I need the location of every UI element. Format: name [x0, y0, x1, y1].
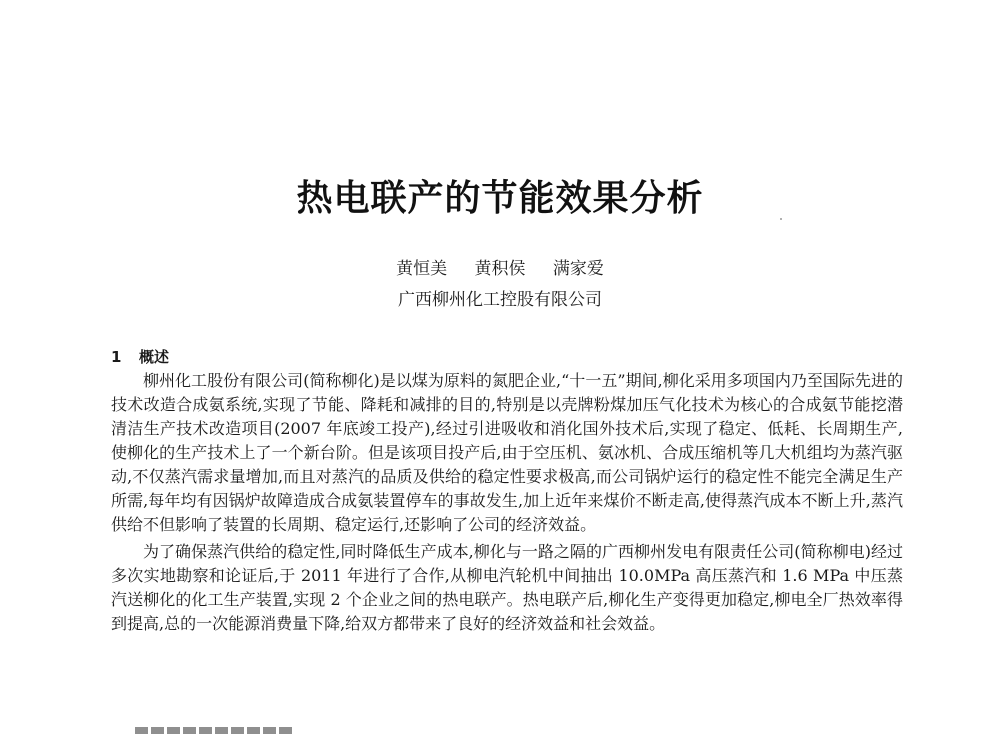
section-number: 1: [111, 348, 122, 366]
truncated-next-heading: [135, 727, 295, 734]
body-paragraph: 柳州化工股份有限公司(简称柳化)是以煤为原料的氮肥企业,“十一五”期间,柳化采用多项国内乃至国际先进的技术改造合成氨系统,实现了节能、降耗和减排的目的,特别是以壳牌粉煤加压气化技术为核心的合成氨节能挖潜清洁生产技术改造项目(2007 年底竣工投产),经过引进吸收和消化国外技术后,实现了稳定、低耗、长周期生产,使柳化的生产技术上了一个新台阶。但是该项目投产后,由于空压机、氨冰机、合成压缩机等几大机组均为蒸汽驱动,不仅蒸汽需求量增加,而且对蒸汽的品质及供给的稳定性要求极高,而公司锅炉运行的稳定性不能完全满足生产所需,每年均有因锅炉故障造成合成氨装置停车的事故发生,加上近年来煤价不断走高,使得蒸汽成本不断上升,蒸汽供给不但影响了装置的长周期、稳定运行,还影响了公司的经济效益。: [111, 371, 903, 534]
author-affiliation: 广西柳州化工控股有限公司: [398, 290, 602, 310]
author-name: 满家爱: [552, 259, 604, 279]
section-title: 概述: [139, 348, 170, 366]
scan-speck: [780, 218, 782, 220]
body-paragraph: 为了确保蒸汽供给的稳定性,同时降低生产成本,柳化与一路之隔的广西柳州发电有限责任公司(简称柳电)经过多次实地勘察和论证后,于 2011 年进行了合作,从柳电汽轮机中间抽出 10.0MPa 高压蒸汽和 1.6 MPa 中压蒸汽送柳化的化工生产装置,实现 2 个企业之间的热电联产。热电联产后,柳化生产变得更加稳定,柳电全厂热效率得到提高,总的一次能源消费量下降,给双方都带来了良好的经济效益和社会效益。: [111, 542, 903, 633]
author-name: 黄恒美: [396, 259, 448, 279]
author-list: [0, 254, 1000, 279]
article-body: [111, 345, 903, 636]
author-name: 黄积侯: [474, 259, 526, 279]
article-title: 热电联产的节能效果分析: [296, 178, 704, 219]
section-heading: [111, 345, 903, 369]
